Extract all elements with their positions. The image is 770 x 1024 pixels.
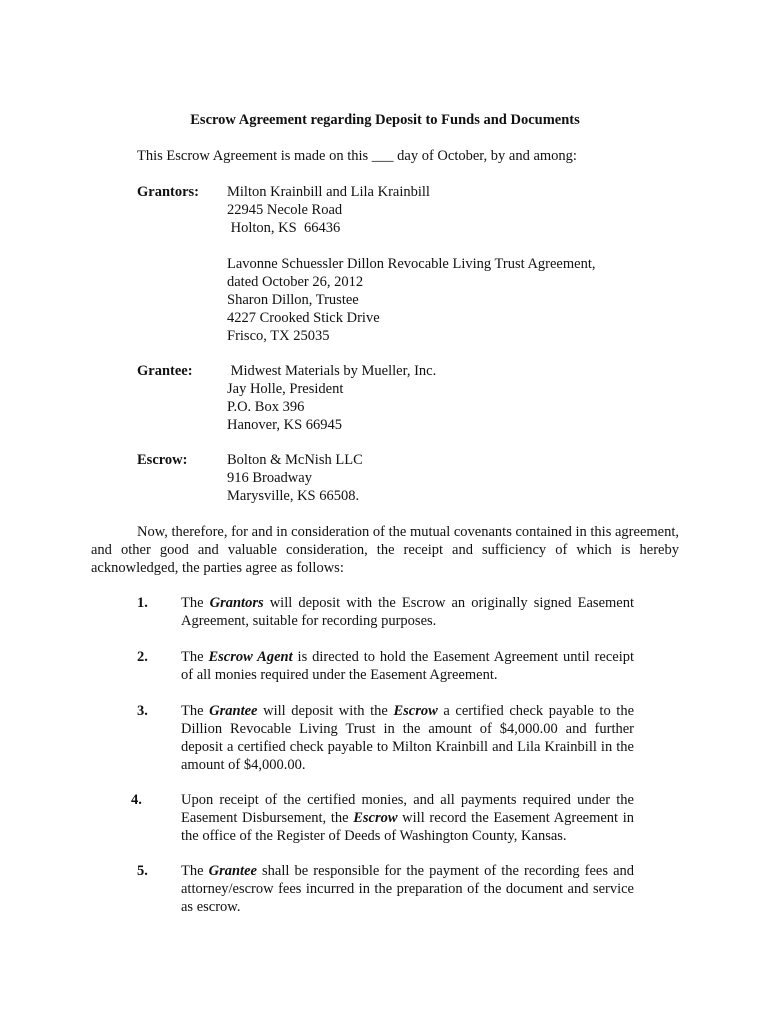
item-emphasis: Grantors bbox=[209, 595, 264, 611]
item-number: 3. bbox=[137, 703, 148, 719]
address-line: 916 Broadway bbox=[227, 470, 312, 486]
grantee-details bbox=[227, 362, 687, 434]
address-line: 22945 Necole Road bbox=[227, 202, 343, 218]
item-text-part: will record the Easement Agreement in the office of the Register of Deeds of Washington County, Kansas. bbox=[181, 810, 634, 844]
address-line: Frisco, TX 25035 bbox=[227, 328, 330, 344]
grantors-address-block-2 bbox=[227, 255, 687, 345]
item-emphasis: Escrow bbox=[393, 703, 438, 719]
address-line: Jay Holle, President bbox=[227, 381, 344, 397]
address-line: Marysville, KS 66508. bbox=[227, 488, 360, 504]
escrow-details bbox=[227, 451, 687, 505]
item-number: 2. bbox=[137, 649, 148, 665]
item-text-part: a certified check payable to the Dillion Revocable Living Trust in the amount of $4,000.00 and further deposit a certified check payable to Milton Krainbill and Lila Krainbill in the amount of $4,000.00. bbox=[181, 703, 635, 773]
document-title: Escrow Agreement regarding Deposit to Funds and Documents bbox=[190, 112, 580, 128]
address-line: 4227 Crooked Stick Drive bbox=[227, 310, 380, 326]
item-text-part: will deposit with the bbox=[257, 703, 394, 719]
address-line: dated October 26, 2012 bbox=[227, 274, 364, 290]
item-emphasis: Escrow bbox=[353, 810, 398, 826]
item-emphasis: Grantee bbox=[208, 863, 257, 879]
item-text bbox=[181, 702, 634, 774]
item-text-part: is directed to hold the Easement Agreement until receipt of all monies required under the Easement Agreement. bbox=[181, 649, 635, 683]
address-line: Hanover, KS 66945 bbox=[227, 417, 343, 433]
item-text-part: Upon receipt of the certified monies, and all payments required under the Easement Disbursement, the bbox=[181, 792, 634, 826]
item-number: 5. bbox=[137, 863, 148, 879]
grantee-label: Grantee: bbox=[137, 363, 193, 379]
address-line: Lavonne Schuessler Dillon Revocable Living Trust Agreement, bbox=[227, 256, 596, 272]
escrow-address-block bbox=[227, 451, 687, 505]
item-emphasis: Escrow Agent bbox=[208, 649, 293, 665]
address-line: Midwest Materials by Mueller, Inc. bbox=[227, 363, 437, 379]
item-emphasis: Grantee bbox=[209, 703, 258, 719]
escrow-label: Escrow: bbox=[137, 452, 188, 468]
grantors-label: Grantors: bbox=[137, 184, 200, 200]
item-number: 1. bbox=[137, 595, 148, 611]
item-text-part: shall be responsible for the payment of the recording fees and attorney/escrow fees incurred in the preparation of the document and service as escrow. bbox=[181, 863, 635, 915]
item-text bbox=[181, 648, 634, 684]
grantors-details bbox=[227, 183, 687, 345]
item-text-part: The bbox=[181, 863, 209, 879]
item-text-part: The bbox=[181, 595, 210, 611]
address-line: Sharon Dillon, Trustee bbox=[227, 292, 359, 308]
item-text bbox=[181, 594, 634, 630]
item-text bbox=[181, 862, 634, 916]
address-line: P.O. Box 396 bbox=[227, 399, 305, 415]
item-number: 4. bbox=[131, 792, 142, 808]
intro-sentence: This Escrow Agreement is made on this ___ day of October, by and among: bbox=[137, 148, 577, 164]
grantors-address-block-1 bbox=[227, 183, 687, 237]
consideration-paragraph: Now, therefore, for and in consideration of the mutual covenants contained in this agreement, and other good and valuable consideration, the receipt and sufficiency of which is hereby acknowledged, the parties agree as follows: bbox=[91, 524, 679, 576]
address-line: Bolton & McNish LLC bbox=[227, 452, 363, 468]
address-line: Holton, KS 66436 bbox=[227, 220, 341, 236]
address-line: Milton Krainbill and Lila Krainbill bbox=[227, 184, 430, 200]
grantee-address-block bbox=[227, 362, 687, 434]
item-text-part: The bbox=[181, 649, 209, 665]
item-text-part: will deposit with the Escrow an originally signed Easement Agreement, suitable for recording purposes. bbox=[181, 595, 634, 629]
item-text bbox=[181, 791, 634, 845]
item-text-part: The bbox=[181, 703, 210, 719]
